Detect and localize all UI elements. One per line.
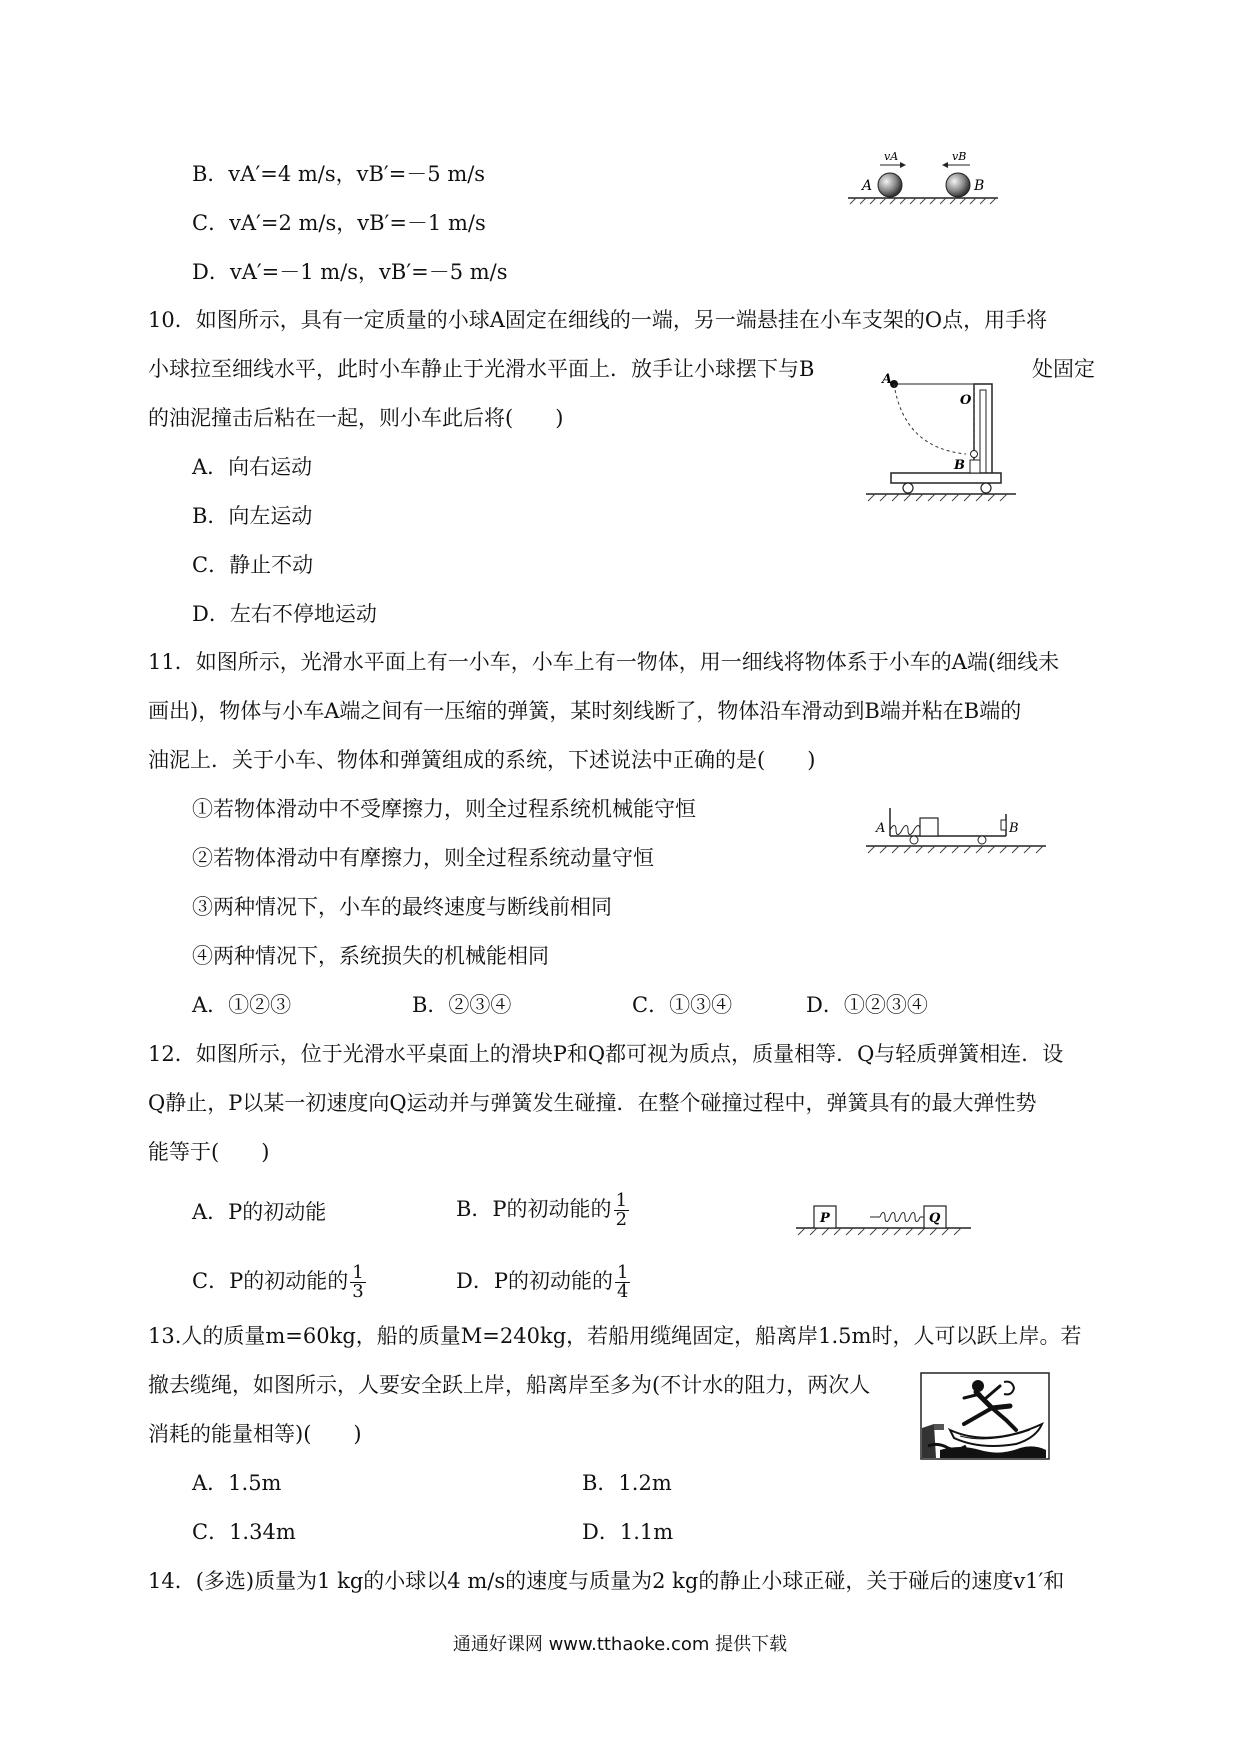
q11-option-d: D．①②③④ [806, 993, 928, 1017]
q9-label-a: A [862, 178, 873, 194]
q9-option-c: C．vA′=2 m/s，vB′=－1 m/s [192, 211, 486, 235]
q10-stem-line-3: 的油泥撞击后粘在一起，则小车此后将( ) [148, 406, 564, 430]
q12-option-b-fraction: $\frac{1}{2}$ [615, 1190, 628, 1230]
q10-stem-line-1: 10．如图所示，具有一定质量的小球A固定在细线的一端，另一端悬挂在小车支架的O点，用手将 [148, 308, 1048, 332]
q12-option-d-fraction: $\frac{1}{4}$ [616, 1262, 629, 1302]
q12-stem-line-2: Q静止，P以某一初速度向Q运动并与弹簧发生碰撞．在整个碰撞过程中，弹簧具有的最大弹性势 [148, 1091, 1037, 1115]
q10-option-b: B．向左运动 [192, 504, 313, 528]
q11-label-a: A [876, 821, 886, 836]
q13-stem-line-1: 13.人的质量m=60kg，船的质量M=240kg，若船用缆绳固定，船离岸1.5m时，人可以跃上岸。若 [148, 1324, 1082, 1348]
q14-stem-line-1: 14．(多选)质量为1 kg的小球以4 m/s的速度与质量为2 kg的静止小球正碰，关于碰后的速度v1′和 [148, 1569, 1065, 1593]
q9-figure [848, 146, 998, 206]
q10-option-c: C．静止不动 [192, 553, 314, 577]
q10-label-b: B [954, 458, 965, 473]
q12-stem-line-3: 能等于( ) [148, 1140, 270, 1164]
page-footer: 通通好课网 www.tthaoke.com 提供下载 [452, 1634, 788, 1655]
q10-option-a: A．向右运动 [192, 455, 313, 479]
q11-stem-line-3: 油泥上．关于小车、物体和弹簧组成的系统，下述说法中正确的是( ) [148, 748, 816, 772]
q13-option-c: C．1.34m [192, 1520, 296, 1544]
q11-figure [866, 800, 1046, 860]
q12-label-q: Q [929, 1211, 941, 1226]
q12-option-c-text: C．P的初动能的 [192, 1269, 349, 1293]
q9-label-b: B [974, 178, 985, 194]
q12-stem-line-1: 12．如图所示，位于光滑水平桌面上的滑块P和Q都可视为质点，质量相等．Q与轻质弹簧相连．设 [148, 1042, 1064, 1066]
q13-option-a: A．1.5m [192, 1471, 282, 1495]
q10-stem-line-2a: 小球拉至细线水平，此时小车静止于光滑水平面上．放手让小球摆下与B [148, 357, 815, 381]
q12-option-d [456, 1264, 630, 1301]
q12-label-p: P [820, 1211, 830, 1226]
q12-figure [796, 1198, 971, 1240]
q13-stem-line-2: 撤去缆绳，如图所示，人要安全跃上岸，船离岸至多为(不计水的阻力，两次人 [148, 1373, 871, 1397]
q11-label-b: B [1009, 821, 1019, 836]
q11-statement-4: ④两种情况下，系统损失的机械能相同 [192, 944, 549, 968]
q10-figure [866, 370, 1016, 505]
q13-option-b: B．1.2m [582, 1471, 672, 1495]
q11-option-a: A．①②③ [192, 993, 292, 1017]
q12-option-c [192, 1264, 366, 1301]
q12-option-b-text: B．P的初动能的 [456, 1197, 612, 1221]
q11-statement-2: ②若物体滑动中有摩擦力，则全过程系统动量守恒 [192, 846, 654, 870]
q10-label-a: A [882, 372, 893, 387]
q10-stem-line-2b: 处固定 [1032, 357, 1095, 381]
q11-option-c: C．①③④ [632, 993, 733, 1017]
q9-label-vb: vB [952, 150, 967, 163]
q9-option-b: B．vA′=4 m/s，vB′=－5 m/s [192, 162, 486, 186]
q13-stem-line-3: 消耗的能量相等)( ) [148, 1422, 362, 1446]
q9-label-va: vA [884, 150, 899, 163]
q12-option-d-text: D．P的初动能的 [456, 1269, 613, 1293]
q12-option-c-fraction: $\frac{1}{3}$ [352, 1262, 364, 1302]
q13-option-d: D．1.1m [582, 1520, 674, 1544]
q11-statement-3: ③两种情况下，小车的最终速度与断线前相同 [192, 895, 612, 919]
q9-option-d: D．vA′=－1 m/s，vB′=－5 m/s [192, 260, 508, 284]
q11-option-b: B．②③④ [412, 993, 512, 1017]
q11-statement-1: ①若物体滑动中不受摩擦力，则全过程系统机械能守恒 [192, 797, 696, 821]
q13-figure [920, 1372, 1050, 1460]
q11-stem-line-2: 画出)，物体与小车A端之间有一压缩的弹簧，某时刻线断了，物体沿车滑动到B端并粘在B端的 [148, 699, 1022, 723]
q12-option-b [456, 1192, 629, 1229]
q10-label-o: O [960, 393, 972, 408]
q10-option-d: D．左右不停地运动 [192, 602, 377, 626]
q11-stem-line-1: 11．如图所示，光滑水平面上有一小车，小车上有一物体，用一细线将物体系于小车的A端(细线未 [148, 650, 1060, 674]
q12-option-a: A．P的初动能 [192, 1200, 327, 1224]
